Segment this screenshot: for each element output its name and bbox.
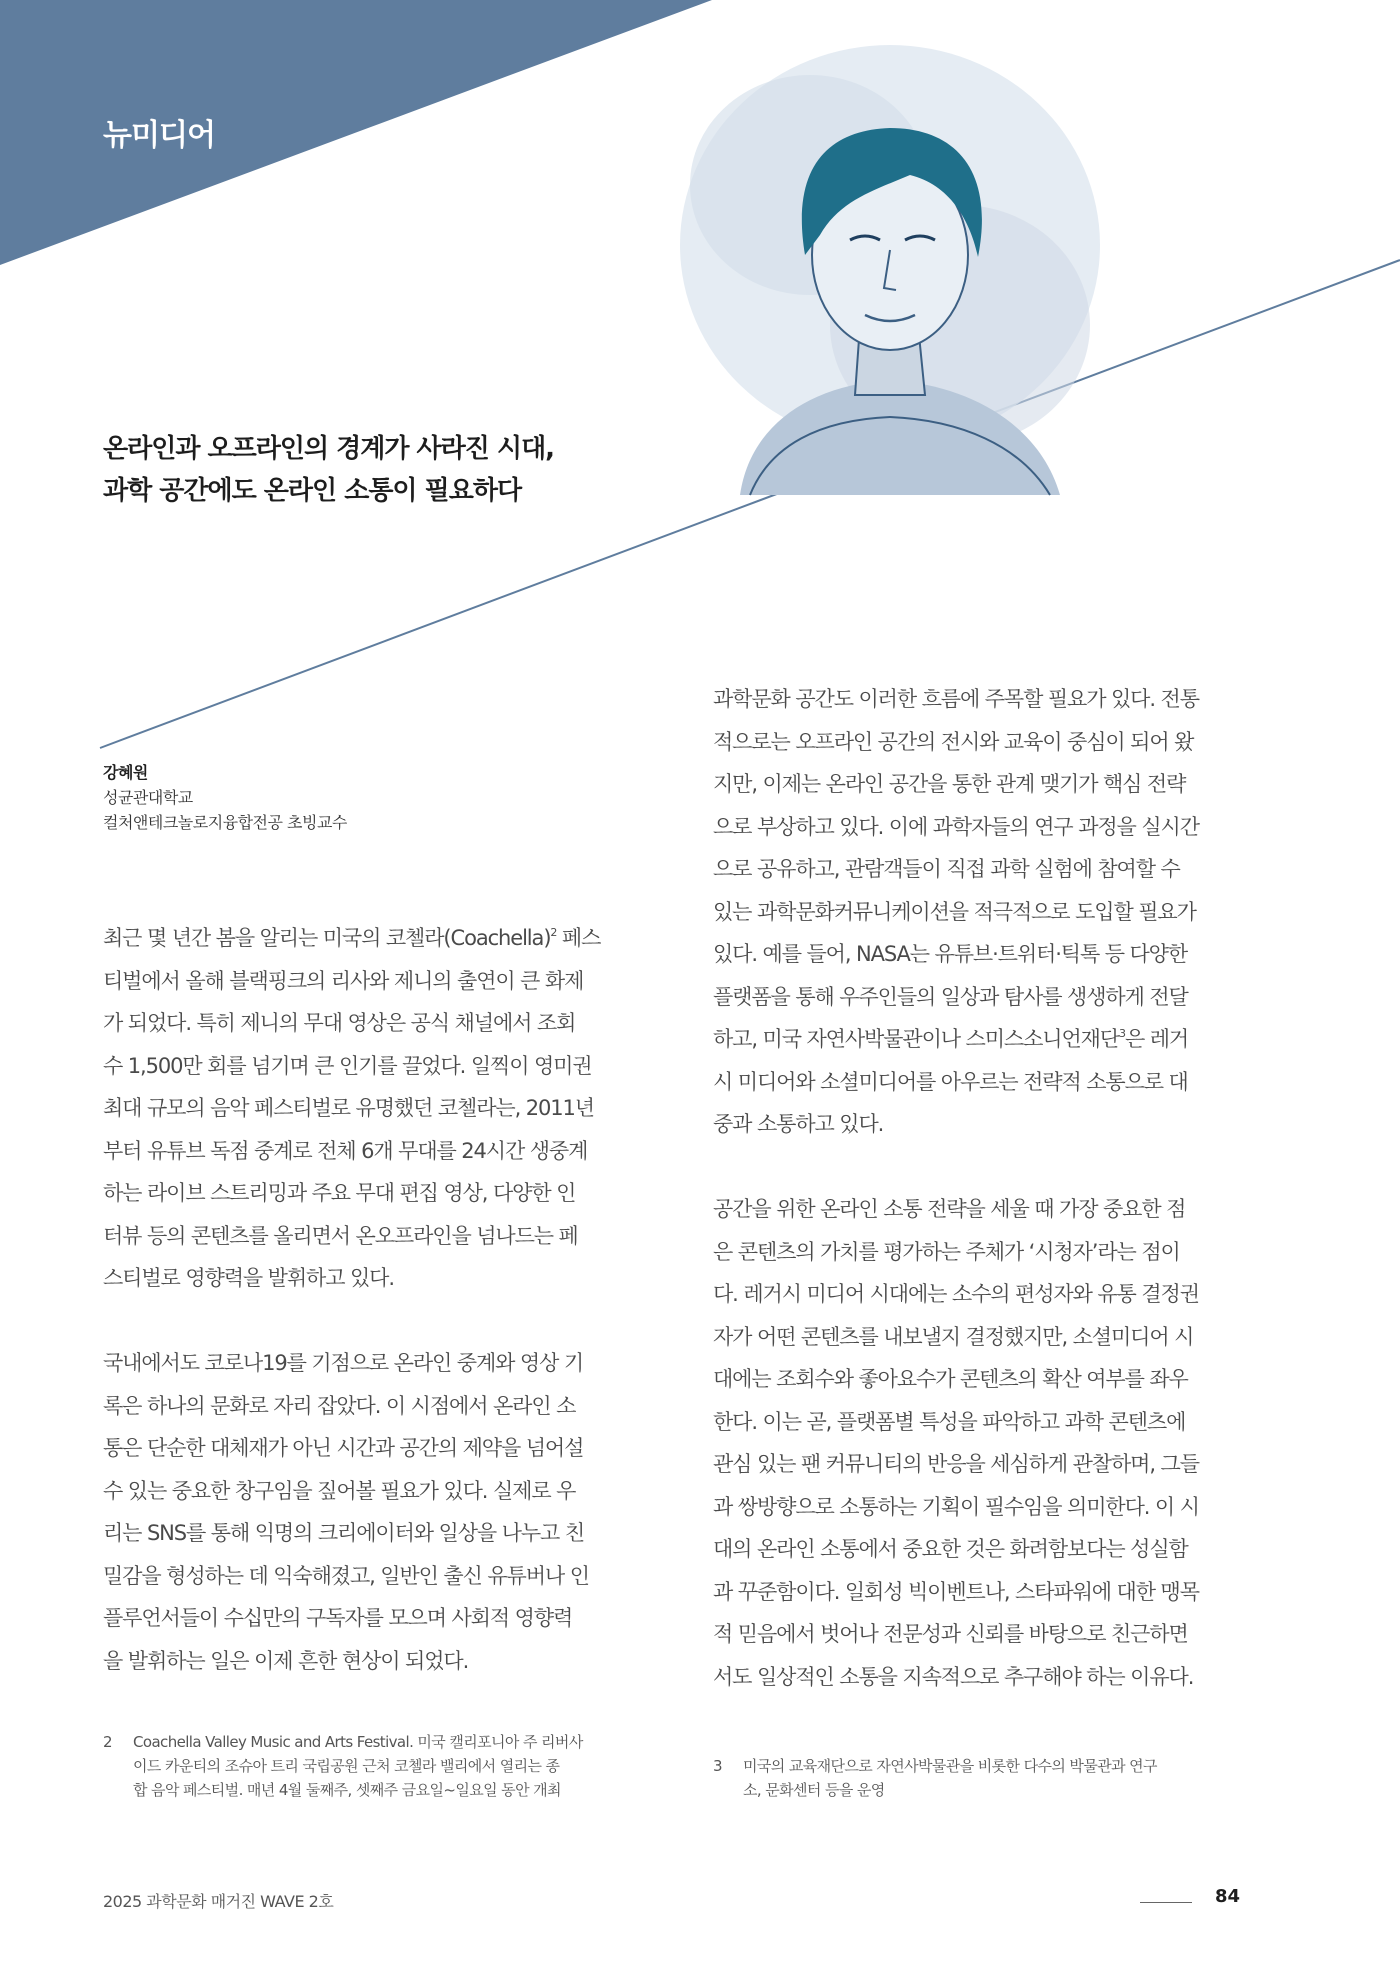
body-line: 과학문화 공간도 이러한 흐름에 주목할 필요가 있다. 전통 <box>713 687 1199 711</box>
body-line: 하고, 미국 자연사박물관이나 스미스소니언재단$^3$은 레거 <box>713 1027 1189 1051</box>
footnote-ref: 3 <box>1119 1027 1125 1040</box>
body-line: 플루언서들이 수십만의 구독자를 모으며 사회적 영향력 <box>103 1606 573 1630</box>
body-line: 서도 일상적인 소통을 지속적으로 추구해야 하는 이유다. <box>713 1664 1194 1689</box>
body-line: 부터 유튜브 독점 중계로 전체 6개 무대를 24시간 생중계 <box>103 1138 588 1163</box>
body-line: 대의 온라인 소통에서 중요한 것은 화려함보다는 성실함 <box>713 1537 1188 1561</box>
body-line: 플랫폼을 통해 우주인들의 일상과 탐사를 생생하게 전달 <box>713 984 1188 1009</box>
footnote-number: 2 <box>103 1733 112 1751</box>
body-line: 밀감을 형성하는 데 익숙해졌고, 일반인 출신 유튜버나 인 <box>103 1563 589 1588</box>
body-line: 록은 하나의 문화로 자리 잡았다. 이 시점에서 온라인 소 <box>103 1393 576 1418</box>
headline-line-1: 온라인과 오프라인의 경계가 사라진 시대, <box>103 434 555 464</box>
author-position: 컬처앤테크놀로지융합전공 초빙교수 <box>103 813 347 832</box>
author-byline <box>103 760 347 835</box>
section-label: 뉴미디어 <box>103 118 215 153</box>
body-line: 지만, 이제는 온라인 공간을 통한 관계 맺기가 핵심 전략 <box>713 772 1186 796</box>
body-line: 중과 소통하고 있다. <box>713 1112 884 1136</box>
body-line: 적 믿음에서 벗어나 전문성과 신뢰를 바탕으로 친근하면 <box>713 1622 1188 1646</box>
body-line: 스티벌로 영향력을 발휘하고 있다. <box>103 1266 394 1290</box>
body-line: 자가 어떤 콘텐츠를 내보낼지 결정했지만, 소셜미디어 시 <box>713 1324 1194 1349</box>
body-line: 가 되었다. 특히 제니의 무대 영상은 공식 채널에서 조회 <box>103 1011 576 1035</box>
body-line: 하는 라이브 스트리밍과 주요 무대 편집 영상, 다양한 인 <box>103 1181 576 1205</box>
publication-name: 2025 과학문화 매거진 WAVE 2호 <box>103 1892 334 1911</box>
body-line: 과 쌍방향으로 소통하는 기획이 필수임을 의미한다. 이 시 <box>713 1494 1199 1519</box>
footer-rule <box>1140 1902 1192 1903</box>
body-line: 을 발휘하는 일은 이제 흔한 현상이 되었다. <box>103 1648 469 1673</box>
footnote-line: 미국의 교육재단으로 자연사박물관을 비롯한 다수의 박물관과 연구 <box>743 1757 1157 1775</box>
footnote-3 <box>713 1754 1253 1802</box>
body-line: 은 콘텐츠의 가치를 평가하는 주체가 ‘시청자’라는 점이 <box>713 1239 1180 1264</box>
page-number: 84 <box>1215 1886 1241 1907</box>
footnote-2 <box>103 1730 643 1802</box>
body-column-left <box>103 917 643 1682</box>
body-line: 최근 몇 년간 봄을 알리는 미국의 코첼라(Coachella)$^2$ 페스 <box>103 926 601 950</box>
footnote-line: 이드 카운티의 조슈아 트리 국립공원 근처 코첼라 밸리에서 열리는 종 <box>133 1757 560 1775</box>
body-line: 수 1,500만 회를 넘기며 큰 인기를 끌었다. 일찍이 영미권 <box>103 1053 592 1078</box>
headline-line-2: 과학 공간에도 온라인 소통이 필요하다 <box>103 476 522 506</box>
body-line: 터뷰 등의 콘텐츠를 올리면서 온오프라인을 넘나드는 페 <box>103 1223 578 1248</box>
footnote-line: 소, 문화센터 등을 운영 <box>743 1781 885 1799</box>
body-line: 관심 있는 팬 커뮤니티의 반응을 세심하게 관찰하며, 그들 <box>713 1452 1199 1476</box>
body-line: 최대 규모의 음악 페스티벌로 유명했던 코첼라는, 2011년 <box>103 1096 594 1120</box>
body-line: 수 있는 중요한 창구임을 짚어볼 필요가 있다. 실제로 우 <box>103 1478 576 1503</box>
body-line: 으로 공유하고, 관람객들이 직접 과학 실험에 참여할 수 <box>713 857 1180 881</box>
body-line: 티벌에서 올해 블랙핑크의 리사와 제니의 출연이 큰 화제 <box>103 968 584 993</box>
body-line: 국내에서도 코로나19를 기점으로 온라인 중계와 영상 기 <box>103 1351 584 1375</box>
footnote-line: 합 음악 페스티벌. 매년 4월 둘째주, 셋째주 금요일~일요일 동안 개최 <box>133 1781 561 1799</box>
body-line: 한다. 이는 곧, 플랫폼별 특성을 파악하고 과학 콘텐츠에 <box>713 1409 1186 1434</box>
article-headline <box>103 428 743 512</box>
body-line: 리는 SNS를 통해 익명의 크리에이터와 일상을 나누고 친 <box>103 1521 585 1545</box>
body-line: 공간을 위한 온라인 소통 전략을 세울 때 가장 중요한 점 <box>713 1197 1186 1221</box>
footnote-line: Coachella Valley Music and Arts Festival. 미국 캘리포니아 주 리버사 <box>133 1733 583 1751</box>
body-line: 있는 과학문화커뮤니케이션을 적극적으로 도입할 필요가 <box>713 899 1196 924</box>
body-line: 과 꾸준함이다. 일회성 빅이벤트나, 스타파워에 대한 맹목 <box>713 1579 1199 1604</box>
body-line: 적으로는 오프라인 공간의 전시와 교육이 중심이 되어 왔 <box>713 729 1194 754</box>
author-name: 강혜원 <box>103 763 148 782</box>
body-line: 시 미디어와 소셜미디어를 아우르는 전략적 소통으로 대 <box>713 1069 1188 1094</box>
footnote-number: 3 <box>713 1757 722 1775</box>
author-affiliation: 성균관대학교 <box>103 788 193 807</box>
body-line: 대에는 조회수와 좋아요수가 콘텐츠의 확산 여부를 좌우 <box>713 1367 1188 1391</box>
body-line: 다. 레거시 미디어 시대에는 소수의 편성자와 유통 결정권 <box>713 1282 1199 1306</box>
footnote-ref: 2 <box>550 926 557 939</box>
body-column-right <box>713 678 1253 1698</box>
body-line: 으로 부상하고 있다. 이에 과학자들의 연구 과정을 실시간 <box>713 814 1199 839</box>
body-line: 있다. 예를 들어, NASA는 유튜브·트위터·틱톡 등 다양한 <box>713 942 1188 966</box>
body-line: 통은 단순한 대체재가 아닌 시간과 공간의 제약을 넘어설 <box>103 1436 584 1460</box>
